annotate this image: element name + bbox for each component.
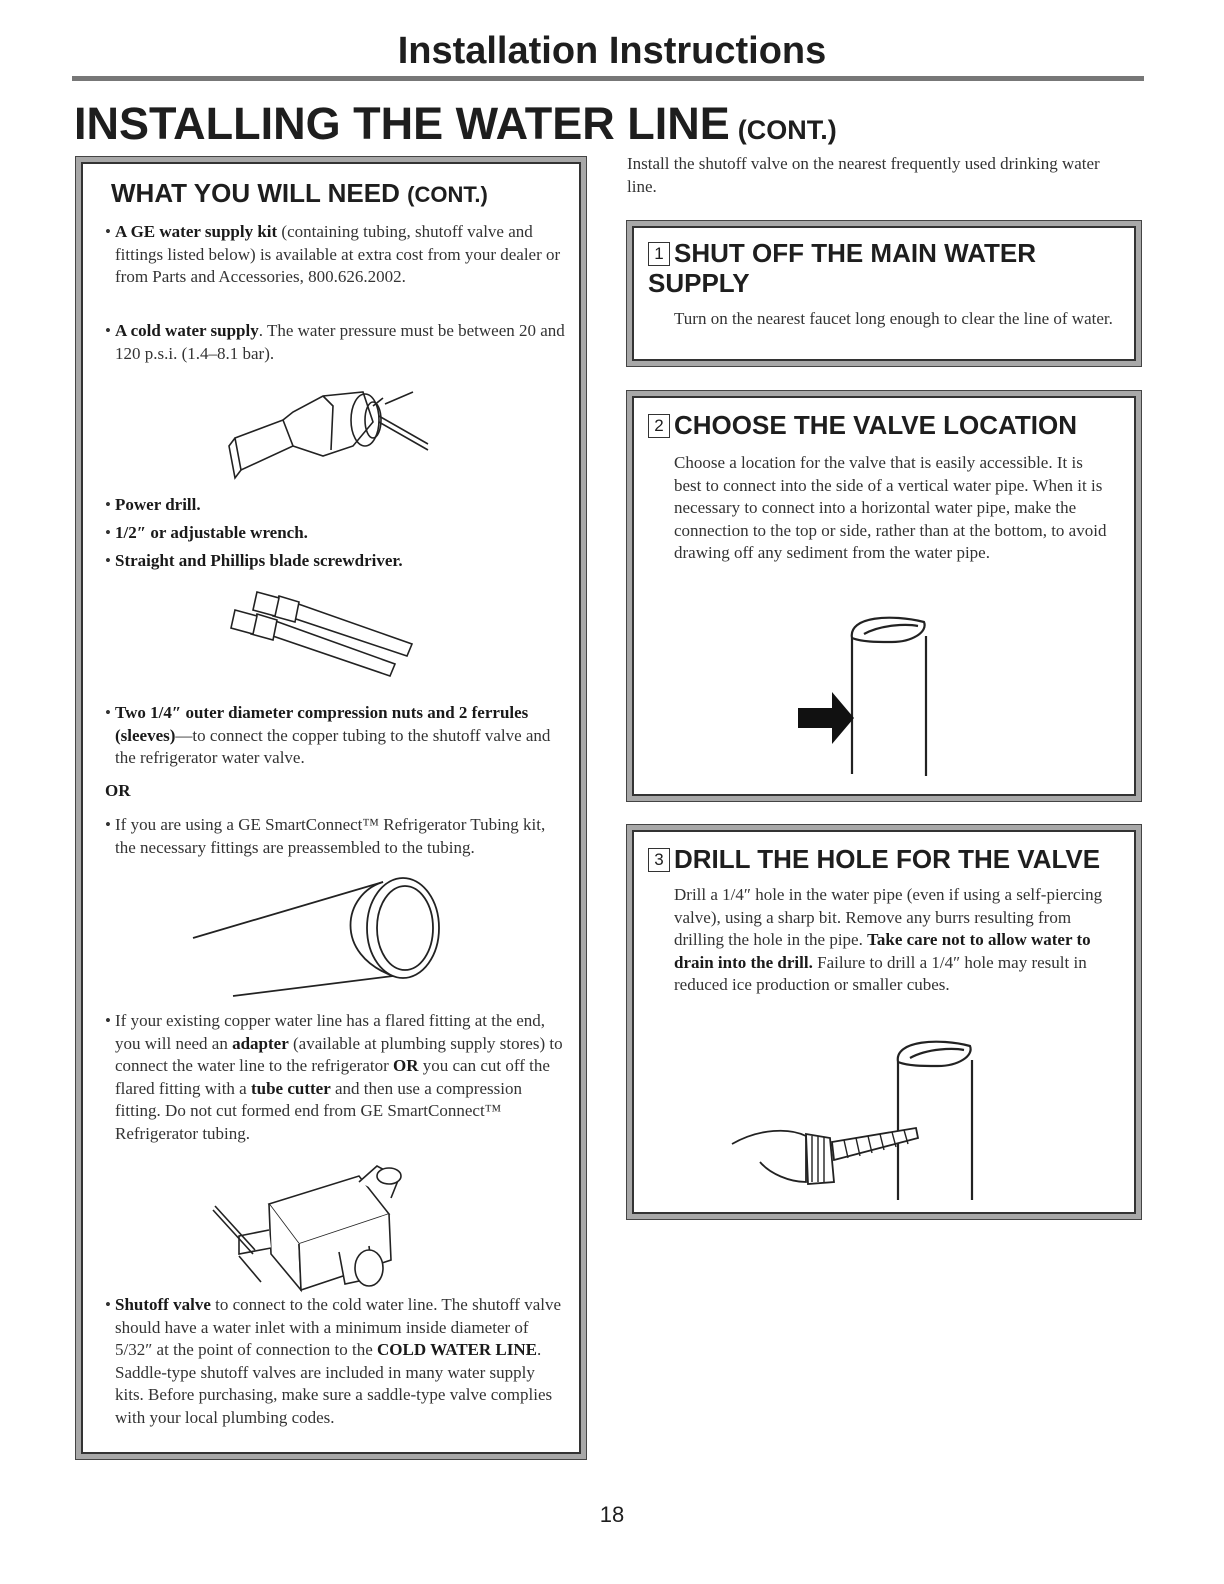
bullet-screwdriver: [105, 550, 565, 573]
step-1-heading: [648, 238, 1118, 298]
flared-text-3: you can cut off the flared fitting with a: [115, 1056, 550, 1098]
bullet-shutoff-valve: [105, 1294, 565, 1429]
bullet-cold-water: [105, 320, 565, 365]
bullet-flared-fitting: [105, 1010, 565, 1145]
wrench-text: 1/2″ or adjustable wrench.: [115, 523, 308, 542]
kit-text: (containing tubing, shutoff valve and fittings listed below) is available at extra cost from your dealer or from Parts and Accessories, 800.626.2002.: [115, 222, 561, 286]
step-1-box: [632, 226, 1136, 361]
power-drill-illustration: [223, 386, 433, 486]
valve-text-1: to connect to the cold water line. The shutoff valve should have a water inlet with a minimum inside diameter of 5/32″ at the point of connection to the: [115, 1295, 562, 1359]
drill-text: Power drill.: [115, 495, 201, 514]
shutoff-valve-illustration: [209, 1164, 429, 1294]
step-heading-text: DRILL THE HOLE FOR THE VALVE: [674, 844, 1101, 874]
drill-pipe-illustration: [730, 1032, 980, 1202]
heading-text: WHAT YOU WILL NEED: [111, 178, 400, 208]
intro-text: Install the shutoff valve on the nearest frequently used drinking water line.: [627, 154, 1100, 196]
or-bold: OR: [105, 781, 131, 800]
bullet-text: [105, 702, 565, 770]
heading-cont: (CONT.): [407, 182, 488, 207]
arrow-icon: [798, 692, 854, 744]
or-text: [105, 780, 131, 803]
bullet-text: [105, 550, 565, 573]
bullet-dot: •: [105, 495, 111, 514]
step-3-text-1: Drill a 1/4″ hole in the water pipe (even if using a self-piercing valve), using a sharp bit. Remove any burrs resulting from drilling the hole in the pipe.: [674, 885, 1103, 949]
section-title-cont: (CONT.): [737, 115, 837, 145]
nuts-bold: Two 1/4″ outer diameter compression nuts and 2 ferrules (sleeves): [115, 703, 529, 745]
cold-bold: A cold water supply: [115, 321, 259, 340]
bullet-wrench: [105, 522, 565, 545]
bullet-dot: •: [105, 703, 111, 722]
bullet-text: If you are using a GE SmartConnect™ Refrigerator Tubing kit, the necessary fittings are preassembled to the tubing.: [115, 815, 546, 857]
bullet-text: [105, 320, 565, 365]
step-heading-text: CHOOSE THE VALVE LOCATION: [674, 410, 1078, 440]
step-3-text-2: Failure to drill a 1/4″ hole may result in reduced ice production or smaller cubes.: [674, 952, 1087, 994]
valve-text-2: . Saddle-type shutoff valves are included in many water supply kits. Before purchasing, make sure a saddle-type valve complies with your local plumbing codes.: [115, 1340, 553, 1427]
flared-text-1: If your existing copper water line has a flared fitting at the end, you will need an: [115, 1011, 546, 1053]
bullet-text: [105, 494, 565, 517]
what-you-will-need-heading: [111, 178, 488, 210]
valve-bold: Shutoff valve: [115, 1295, 211, 1314]
header-rule: [72, 76, 1144, 81]
section-title-text: INSTALLING THE WATER LINE: [74, 98, 730, 149]
step-number: 1: [648, 242, 670, 266]
valve-cold: COLD WATER LINE: [377, 1340, 537, 1359]
bullet-power-drill: [105, 494, 565, 517]
bullet-text: [105, 1294, 565, 1429]
bullet-dot: •: [105, 523, 111, 542]
bullet-dot: •: [105, 222, 111, 241]
flared-text-4: and then use a compression fitting. Do not cut formed end from GE SmartConnect™ Refrigerator tubing.: [115, 1078, 522, 1143]
step-2-box: [632, 396, 1136, 796]
step-heading-text: SHUT OFF THE MAIN WATER SUPPLY: [648, 238, 1037, 298]
flared-cutter: tube cutter: [250, 1078, 331, 1098]
page-number: 18: [599, 1502, 625, 1527]
what-you-will-need-box: [81, 162, 581, 1454]
header-title: Installation Instructions: [397, 30, 827, 72]
step-2-heading: [648, 410, 1128, 440]
kit-bold: A GE water supply kit: [115, 222, 278, 241]
nuts-text: —to connect the copper tubing to the shutoff valve and the refrigerator water valve.: [115, 725, 551, 767]
bullet-compression-nuts: [105, 702, 565, 770]
step-3-text-bold: Take care not to allow water to drain into the drill.: [674, 930, 1091, 972]
bullet-text: [105, 221, 565, 289]
flared-adapter: adapter: [232, 1033, 289, 1053]
step-2-text: Choose a location for the valve that is easily accessible. It is best to connect into the side of a vertical water pipe. When it is necessary to connect into a horizontal water pipe, make the connection to the top or side, rather than at the bottom, to avoid drawing off any sediment from the water pipe.: [674, 453, 1107, 562]
bullet-dot: •: [105, 551, 111, 570]
cold-text: . The water pressure must be between 20 and 120 p.s.i. (1.4–8.1 bar).: [115, 321, 565, 363]
bullet-water-supply-kit: [105, 221, 565, 289]
bullet-text: [105, 522, 565, 545]
section-title: [74, 98, 837, 150]
step-1-text: Turn on the nearest faucet long enough to clear the line of water.: [674, 309, 1113, 328]
bullet-dot: •: [105, 1011, 111, 1030]
step-number: 2: [648, 414, 670, 438]
step-3-box: [632, 830, 1136, 1214]
step-3-heading: [648, 844, 1128, 874]
bullet-dot: •: [105, 1295, 111, 1314]
flared-or: OR: [393, 1056, 419, 1075]
step-number: 3: [648, 848, 670, 872]
bullet-dot: •: [105, 321, 111, 340]
vertical-pipe-arrow-illustration: [792, 608, 932, 778]
step-3-text: [674, 884, 1114, 997]
bullet-text: [105, 1010, 565, 1145]
bullet-smartconnect: [105, 814, 565, 859]
flared-text-2: (available at plumbing supply stores) to connect the water line to the refrigerator: [115, 1033, 563, 1075]
compression-nuts-illustration: [217, 592, 417, 677]
screwdriver-text: Straight and Phillips blade screwdriver.: [115, 551, 403, 570]
bullet-dot: •: [105, 815, 111, 834]
tubing-illustration: [193, 864, 453, 1004]
